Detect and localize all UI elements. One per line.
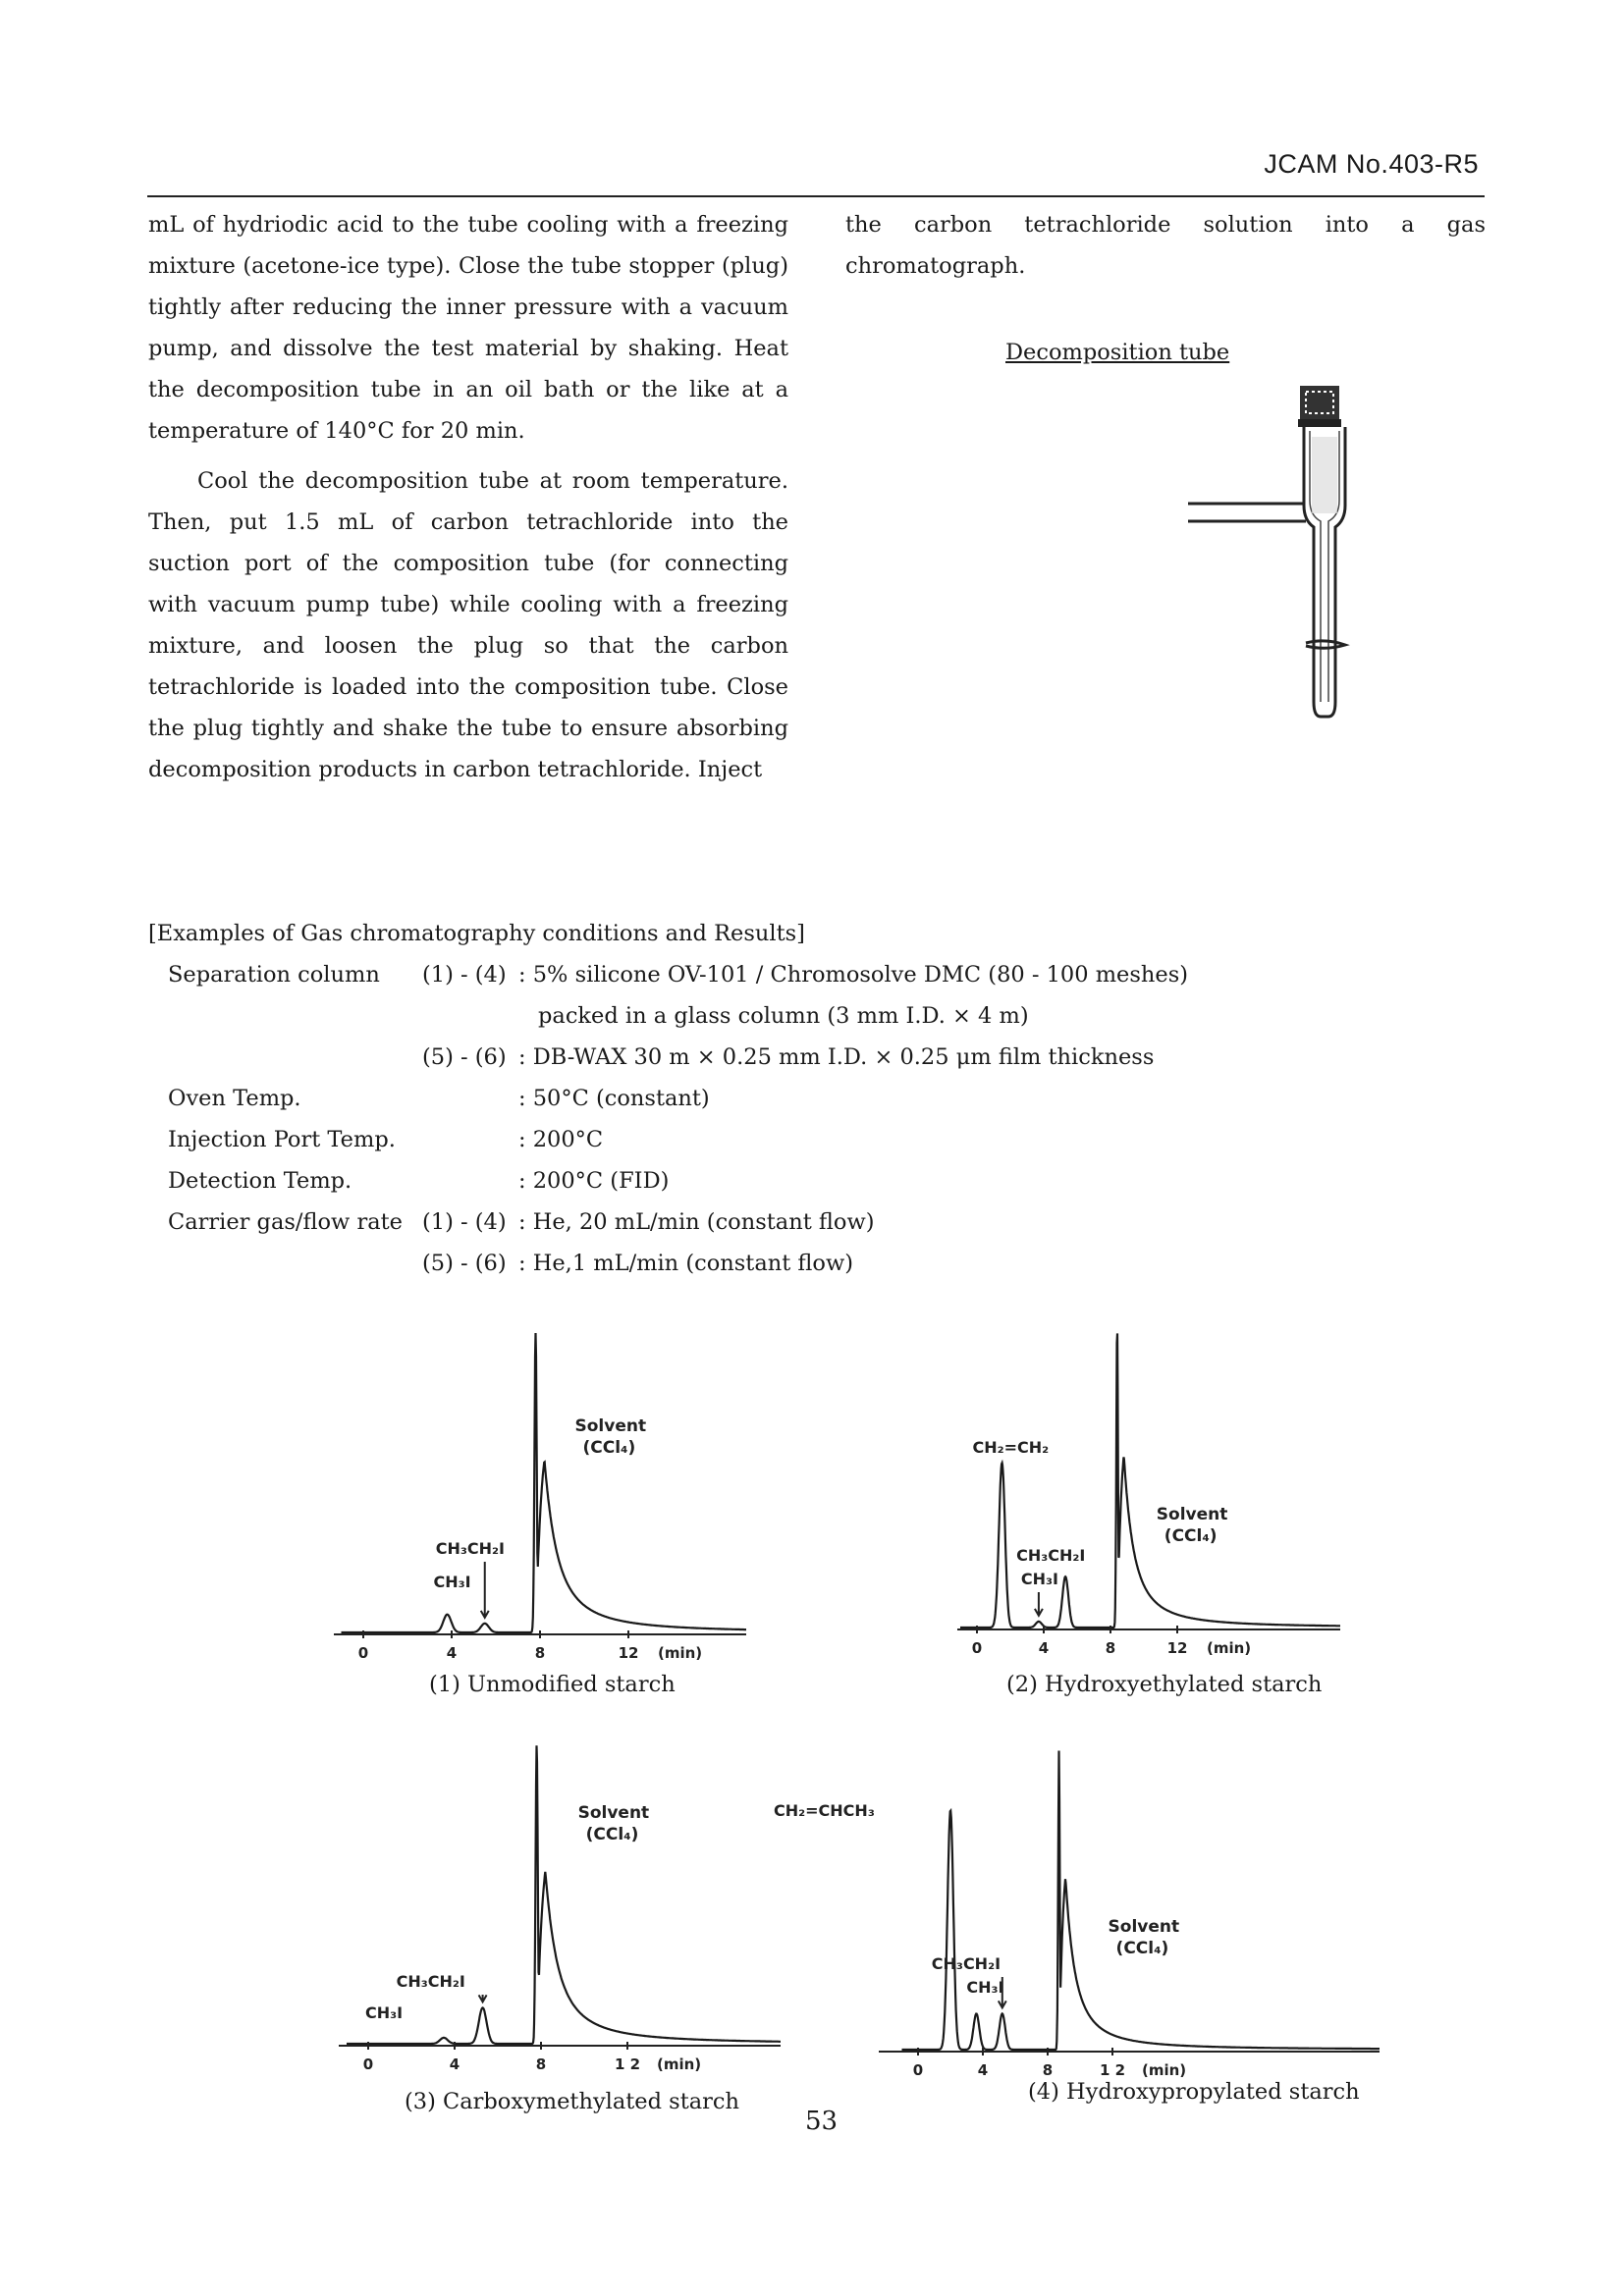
peak-arrow — [479, 1995, 487, 2002]
peak-label: CH₃CH₂I — [1016, 1546, 1086, 1565]
carrier-value-1: : He, 20 mL/min (constant flow) — [518, 1209, 875, 1235]
peak-label-solvent-formula: (CCl₄) — [582, 1438, 636, 1458]
header-rule — [147, 195, 1485, 197]
peak-arrow — [481, 1562, 489, 1618]
x-tick-label: 12 — [618, 1644, 639, 1662]
x-tick-label: 4 — [449, 2056, 460, 2073]
x-tick-label: 0 — [357, 1644, 369, 1662]
caption-unmodified-starch: (1) Unmodified starch — [429, 1672, 676, 1697]
x-tick-label: 4 — [1038, 1639, 1050, 1657]
x-unit-label: (min) — [657, 2056, 702, 2073]
chromatogram-trace — [902, 1751, 1380, 2051]
caption-hydroxypropylated-starch: (4) Hydroxypropylated starch — [1028, 2079, 1360, 2105]
x-tick-label: 8 — [1042, 2061, 1054, 2079]
x-tick-label: 4 — [977, 2061, 989, 2079]
detection-temp-value: : 200°C (FID) — [518, 1168, 670, 1194]
right-paragraph-1: the carbon tetrachloride solution into a gas chromatograph. — [845, 212, 1486, 279]
peak-label-solvent-formula: (CCl₄) — [1164, 1526, 1218, 1546]
carrier-gas-label: Carrier gas/flow rate — [168, 1209, 403, 1235]
x-unit-label: (min) — [1142, 2061, 1187, 2079]
decomposition-tube-figure — [1168, 378, 1394, 731]
peak-label-solvent: Solvent — [1108, 1917, 1180, 1937]
peak-label: CH₃I — [1020, 1570, 1058, 1588]
peak-label-solvent: Solvent — [577, 1803, 650, 1823]
separation-range-1: (1) - (4) — [422, 962, 507, 988]
chromatogram-hydroxyethylated-starch — [957, 1315, 1350, 1664]
separation-value-1: : 5% silicone OV-101 / Chromosolve DMC (80 - 100 meshes) — [518, 962, 1189, 988]
left-column — [148, 204, 788, 790]
x-unit-label: (min) — [658, 1644, 703, 1662]
caption-carboxymethylated-starch: (3) Carboxymethylated starch — [405, 2089, 740, 2114]
oven-temp-value: : 50°C (constant) — [518, 1086, 710, 1111]
peak-label-solvent-formula: (CCl₄) — [585, 1825, 639, 1844]
peak-label: CH₃I — [966, 1978, 1004, 1997]
left-paragraph-1: mL of hydriodic acid to the tube cooling with a freezing mixture (acetone-ice type). Close the tube stopper (plug) tightly after reducing the inner pressure with a vacuum pump, and dissolve the test material by shaking. Heat the decomposition tube in an oil bath or the like at a temperature of 140°C for 20 min. — [148, 212, 788, 444]
x-tick-label: 8 — [534, 1644, 546, 1662]
separation-column-label: Separation column — [168, 962, 380, 988]
caption-hydroxyethylated-starch: (2) Hydroxyethylated starch — [1006, 1672, 1323, 1697]
peak-label: CH₃CH₂I — [931, 1954, 1001, 1973]
injection-temp-label: Injection Port Temp. — [168, 1127, 396, 1152]
x-tick-label: 1 2 — [1099, 2061, 1126, 2079]
oven-temp-label: Oven Temp. — [168, 1086, 301, 1111]
peak-label-solvent-formula: (CCl₄) — [1115, 1939, 1169, 1958]
carrier-value-2: : He,1 mL/min (constant flow) — [518, 1251, 854, 1276]
chromatogram-unmodified-starch — [334, 1320, 766, 1664]
separation-value-1b: packed in a glass column (3 mm I.D. × 4 m) — [538, 1003, 1029, 1029]
separation-value-2: : DB-WAX 30 m × 0.25 mm I.D. × 0.25 μm film thickness — [518, 1044, 1155, 1070]
chromatogram-hydroxypropylated-starch — [774, 1737, 1399, 2079]
x-tick-label: 8 — [1105, 1639, 1116, 1657]
examples-title: [Examples of Gas chromatography conditions and Results] — [148, 921, 805, 946]
chromatogram-carboxymethylated-starch — [339, 1737, 795, 2081]
x-unit-label: (min) — [1207, 1639, 1252, 1657]
x-tick-label: 12 — [1166, 1639, 1188, 1657]
peak-label-solvent: Solvent — [574, 1416, 647, 1436]
peak-label: CH₃I — [433, 1573, 471, 1591]
page-number: 53 — [805, 2107, 839, 2136]
document-code: JCAM No.403-R5 — [1264, 149, 1479, 179]
x-tick-label: 4 — [446, 1644, 458, 1662]
chromatogram-trace — [347, 1745, 781, 2044]
x-tick-label: 0 — [912, 2061, 924, 2079]
peak-label: CH₂=CH₂ — [972, 1438, 1050, 1457]
peak-label: CH₃I — [365, 2003, 404, 2022]
tube-packing — [1312, 437, 1337, 513]
peak-arrow — [1035, 1592, 1043, 1616]
carrier-range-1: (1) - (4) — [422, 1209, 507, 1235]
chromatogram-trace — [960, 1333, 1340, 1628]
detection-temp-label: Detection Temp. — [168, 1168, 352, 1194]
left-paragraph-2: Cool the decomposition tube at room temperature. Then, put 1.5 mL of carbon tetrachloride into the suction port of the composition tube (for connecting with vacuum pump tube) while cooling with a freezing mixture, and loosen the plug so that the carbon tetrachloride is loaded into the composition tube. Close the plug tightly and shake the tube to ensure absorbing decomposition products in carbon tetrachloride. Inject — [148, 468, 788, 782]
right-column — [845, 204, 1486, 287]
peak-label: CH₃CH₂I — [396, 1972, 465, 1991]
peak-label: CH₂=CHCH₃ — [774, 1801, 875, 1820]
x-tick-label: 8 — [535, 2056, 547, 2073]
x-tick-label: 0 — [362, 2056, 374, 2073]
chromatogram-trace — [342, 1333, 747, 1632]
tube-clip — [1306, 641, 1345, 648]
separation-range-2: (5) - (6) — [422, 1044, 507, 1070]
peak-label-solvent: Solvent — [1156, 1505, 1228, 1524]
injection-temp-value: : 200°C — [518, 1127, 604, 1152]
peak-label: CH₃CH₂I — [435, 1539, 505, 1558]
x-tick-label: 0 — [971, 1639, 983, 1657]
decomposition-tube-title: Decomposition tube — [1005, 340, 1230, 365]
carrier-range-2: (5) - (6) — [422, 1251, 507, 1276]
x-tick-label: 1 2 — [614, 2056, 641, 2073]
